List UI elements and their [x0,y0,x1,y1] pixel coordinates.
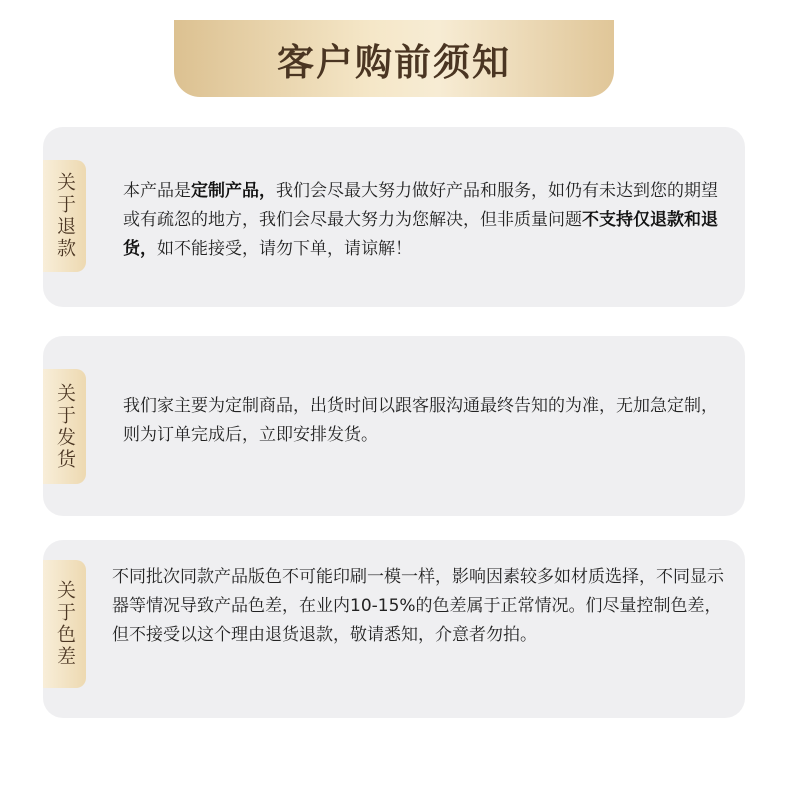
refund-bold-no-refund: 不支持仅退款和退货， [123,210,718,259]
refund-text-part-3: 如不能接受，请勿下单，请谅解！ [157,239,412,259]
header-banner [174,20,614,97]
color-notice-text: 不同批次同款产品版色不可能印刷一模一样，影响因素较多如材质选择，不同显示器等情况导致产品色差，在业内10-15%的色差属于正常情况。们尽量控制色差，但不接受以这个理由退货退款，敬请悉知，介意者勿拍。 [112,567,724,645]
color-tag [43,560,86,688]
refund-text-part-1: 本产品是 [123,181,191,201]
refund-bold-custom-product: 定制产品， [191,181,276,201]
shipping-notice-card [43,336,745,516]
shipping-tag [43,369,86,484]
color-tag-label: 关于色差 [54,580,76,668]
refund-tag-label: 关于退款 [54,172,76,260]
shipping-tag-label: 关于发货 [54,382,76,471]
shipping-notice-text: 我们家主要为定制商品，出货时间以跟客服沟通最终告知的为准，无加急定制，则为订单完成后，立即安排发货。 [123,396,718,445]
color-difference-card [43,540,745,718]
page-title: 客户购前须知 [277,40,511,84]
refund-text-part-2: 我们会尽最大努力做好产品和服务，如仍有未达到您的期望或有疏忽的地方，我们会尽最大努力为您解决，但非质量问题 [123,181,718,230]
refund-tag [43,160,86,272]
refund-notice-text [123,177,723,264]
refund-notice-card [43,127,745,307]
